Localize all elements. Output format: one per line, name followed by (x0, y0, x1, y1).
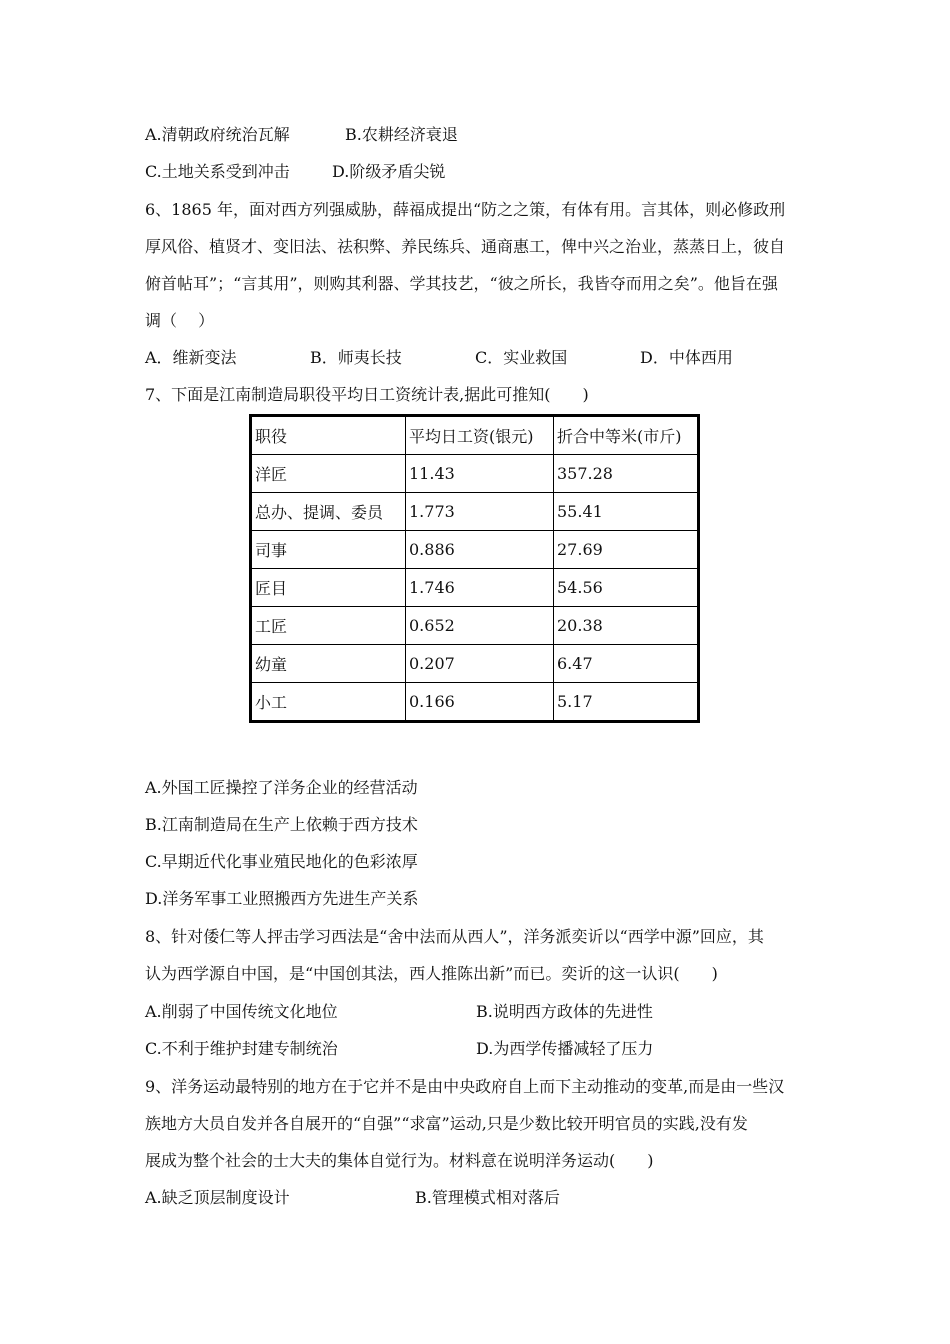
q6-stem-line-2: 厚风俗、植贤才、变旧法、祛积弊、养民练兵、通商惠工，俾中兴之治业，蒸蒸日上，彼自 (145, 237, 786, 256)
q9-option-a: A.缺乏顶层制度设计 (145, 1188, 290, 1207)
table-row (251, 645, 699, 683)
q5-option-c: C.土地关系受到冲击 (145, 162, 290, 181)
table-cell: 0.652 (406, 607, 554, 645)
table-cell: 11.43 (406, 455, 554, 493)
table-cell: 司事 (251, 531, 406, 569)
table-cell: 总办、提调、委员 (251, 493, 406, 531)
q5-option-a: A.清朝政府统治瓦解 (145, 125, 290, 144)
table-cell: 洋匠 (251, 455, 406, 493)
table-cell: 工匠 (251, 607, 406, 645)
q7-option-c: C.早期近代化事业殖民地化的色彩浓厚 (145, 852, 418, 871)
table-cell: 1.773 (406, 493, 554, 531)
q9-option-b: B.管理模式相对落后 (415, 1188, 560, 1207)
table-header-row (251, 416, 699, 455)
q7-stem: 7、下面是江南制造局职役平均日工资统计表,据此可推知( ) (145, 385, 589, 404)
table-cell: 0.886 (406, 531, 554, 569)
wage-table (249, 414, 700, 723)
q5-option-b: B.农耕经济衰退 (345, 125, 458, 144)
table-row (251, 531, 699, 569)
table-cell: 0.207 (406, 645, 554, 683)
q8-stem-line-2: 认为西学源自中国，是“中国创其法，西人推陈出新”而已。奕䜣的这一认识( ) (145, 964, 718, 983)
table-header-cell: 平均日工资(银元) (406, 416, 554, 455)
table-cell: 幼童 (251, 645, 406, 683)
table-cell: 55.41 (554, 493, 699, 531)
table-cell: 0.166 (406, 683, 554, 722)
table-row (251, 607, 699, 645)
table-cell: 20.38 (554, 607, 699, 645)
q6-option-c: C．实业救国 (475, 348, 568, 367)
q6-stem-line-1: 6、1865 年，面对西方列强威胁，薛福成提出“防之之策，有体有用。言其体，则必修政刑 (145, 200, 786, 219)
table-cell: 5.17 (554, 683, 699, 722)
q7-option-b: B.江南制造局在生产上依赖于西方技术 (145, 815, 418, 834)
table-row (251, 569, 699, 607)
table-row (251, 493, 699, 531)
q9-stem-line-3: 展成为整个社会的士大夫的集体自觉行为。材料意在说明洋务运动( ) (145, 1151, 654, 1170)
q6-option-d: D．中体西用 (640, 348, 733, 367)
q9-stem-line-1: 9、洋务运动最特别的地方在于它并不是由中央政府自上而下主动推动的变革,而是由一些汉 (145, 1077, 785, 1096)
table-cell: 357.28 (554, 455, 699, 493)
q8-option-a: A.削弱了中国传统文化地位 (145, 1002, 338, 1021)
q8-stem-line-1: 8、针对倭仁等人抨击学习西法是“舍中法而从西人”，洋务派奕䜣以“西学中源”回应，其 (145, 927, 764, 946)
table-cell: 1.746 (406, 569, 554, 607)
q6-option-b: B．师夷长技 (310, 348, 402, 367)
q8-option-c: C.不利于维护封建专制统治 (145, 1039, 338, 1058)
q6-option-a: A．维新变法 (145, 348, 237, 367)
q6-stem-line-3: 俯首帖耳”；“言其用”，则购其利器、学其技艺，“彼之所长，我皆夺而用之矣”。他旨在强 (145, 274, 778, 293)
q5-option-d: D.阶级矛盾尖锐 (332, 162, 446, 181)
table-cell: 6.47 (554, 645, 699, 683)
table-row (251, 455, 699, 493)
q9-stem-line-2: 族地方大员自发并各自展开的“自强”“求富”运动,只是少数比较开明官员的实践,没有发 (145, 1114, 748, 1133)
table-cell: 27.69 (554, 531, 699, 569)
table-row (251, 683, 699, 722)
table-cell: 匠目 (251, 569, 406, 607)
q7-option-d: D.洋务军事工业照搬西方先进生产关系 (145, 889, 419, 908)
table-cell: 小工 (251, 683, 406, 722)
q8-option-d: D.为西学传播减轻了压力 (476, 1039, 654, 1058)
q8-option-b: B.说明西方政体的先进性 (476, 1002, 653, 1021)
table-cell: 54.56 (554, 569, 699, 607)
q6-stem-line-4: 调（ ） (145, 311, 215, 330)
q7-option-a: A.外国工匠操控了洋务企业的经营活动 (145, 778, 418, 797)
table-header-cell: 职役 (251, 416, 406, 455)
table-header-cell: 折合中等米(市斤) (554, 416, 699, 455)
